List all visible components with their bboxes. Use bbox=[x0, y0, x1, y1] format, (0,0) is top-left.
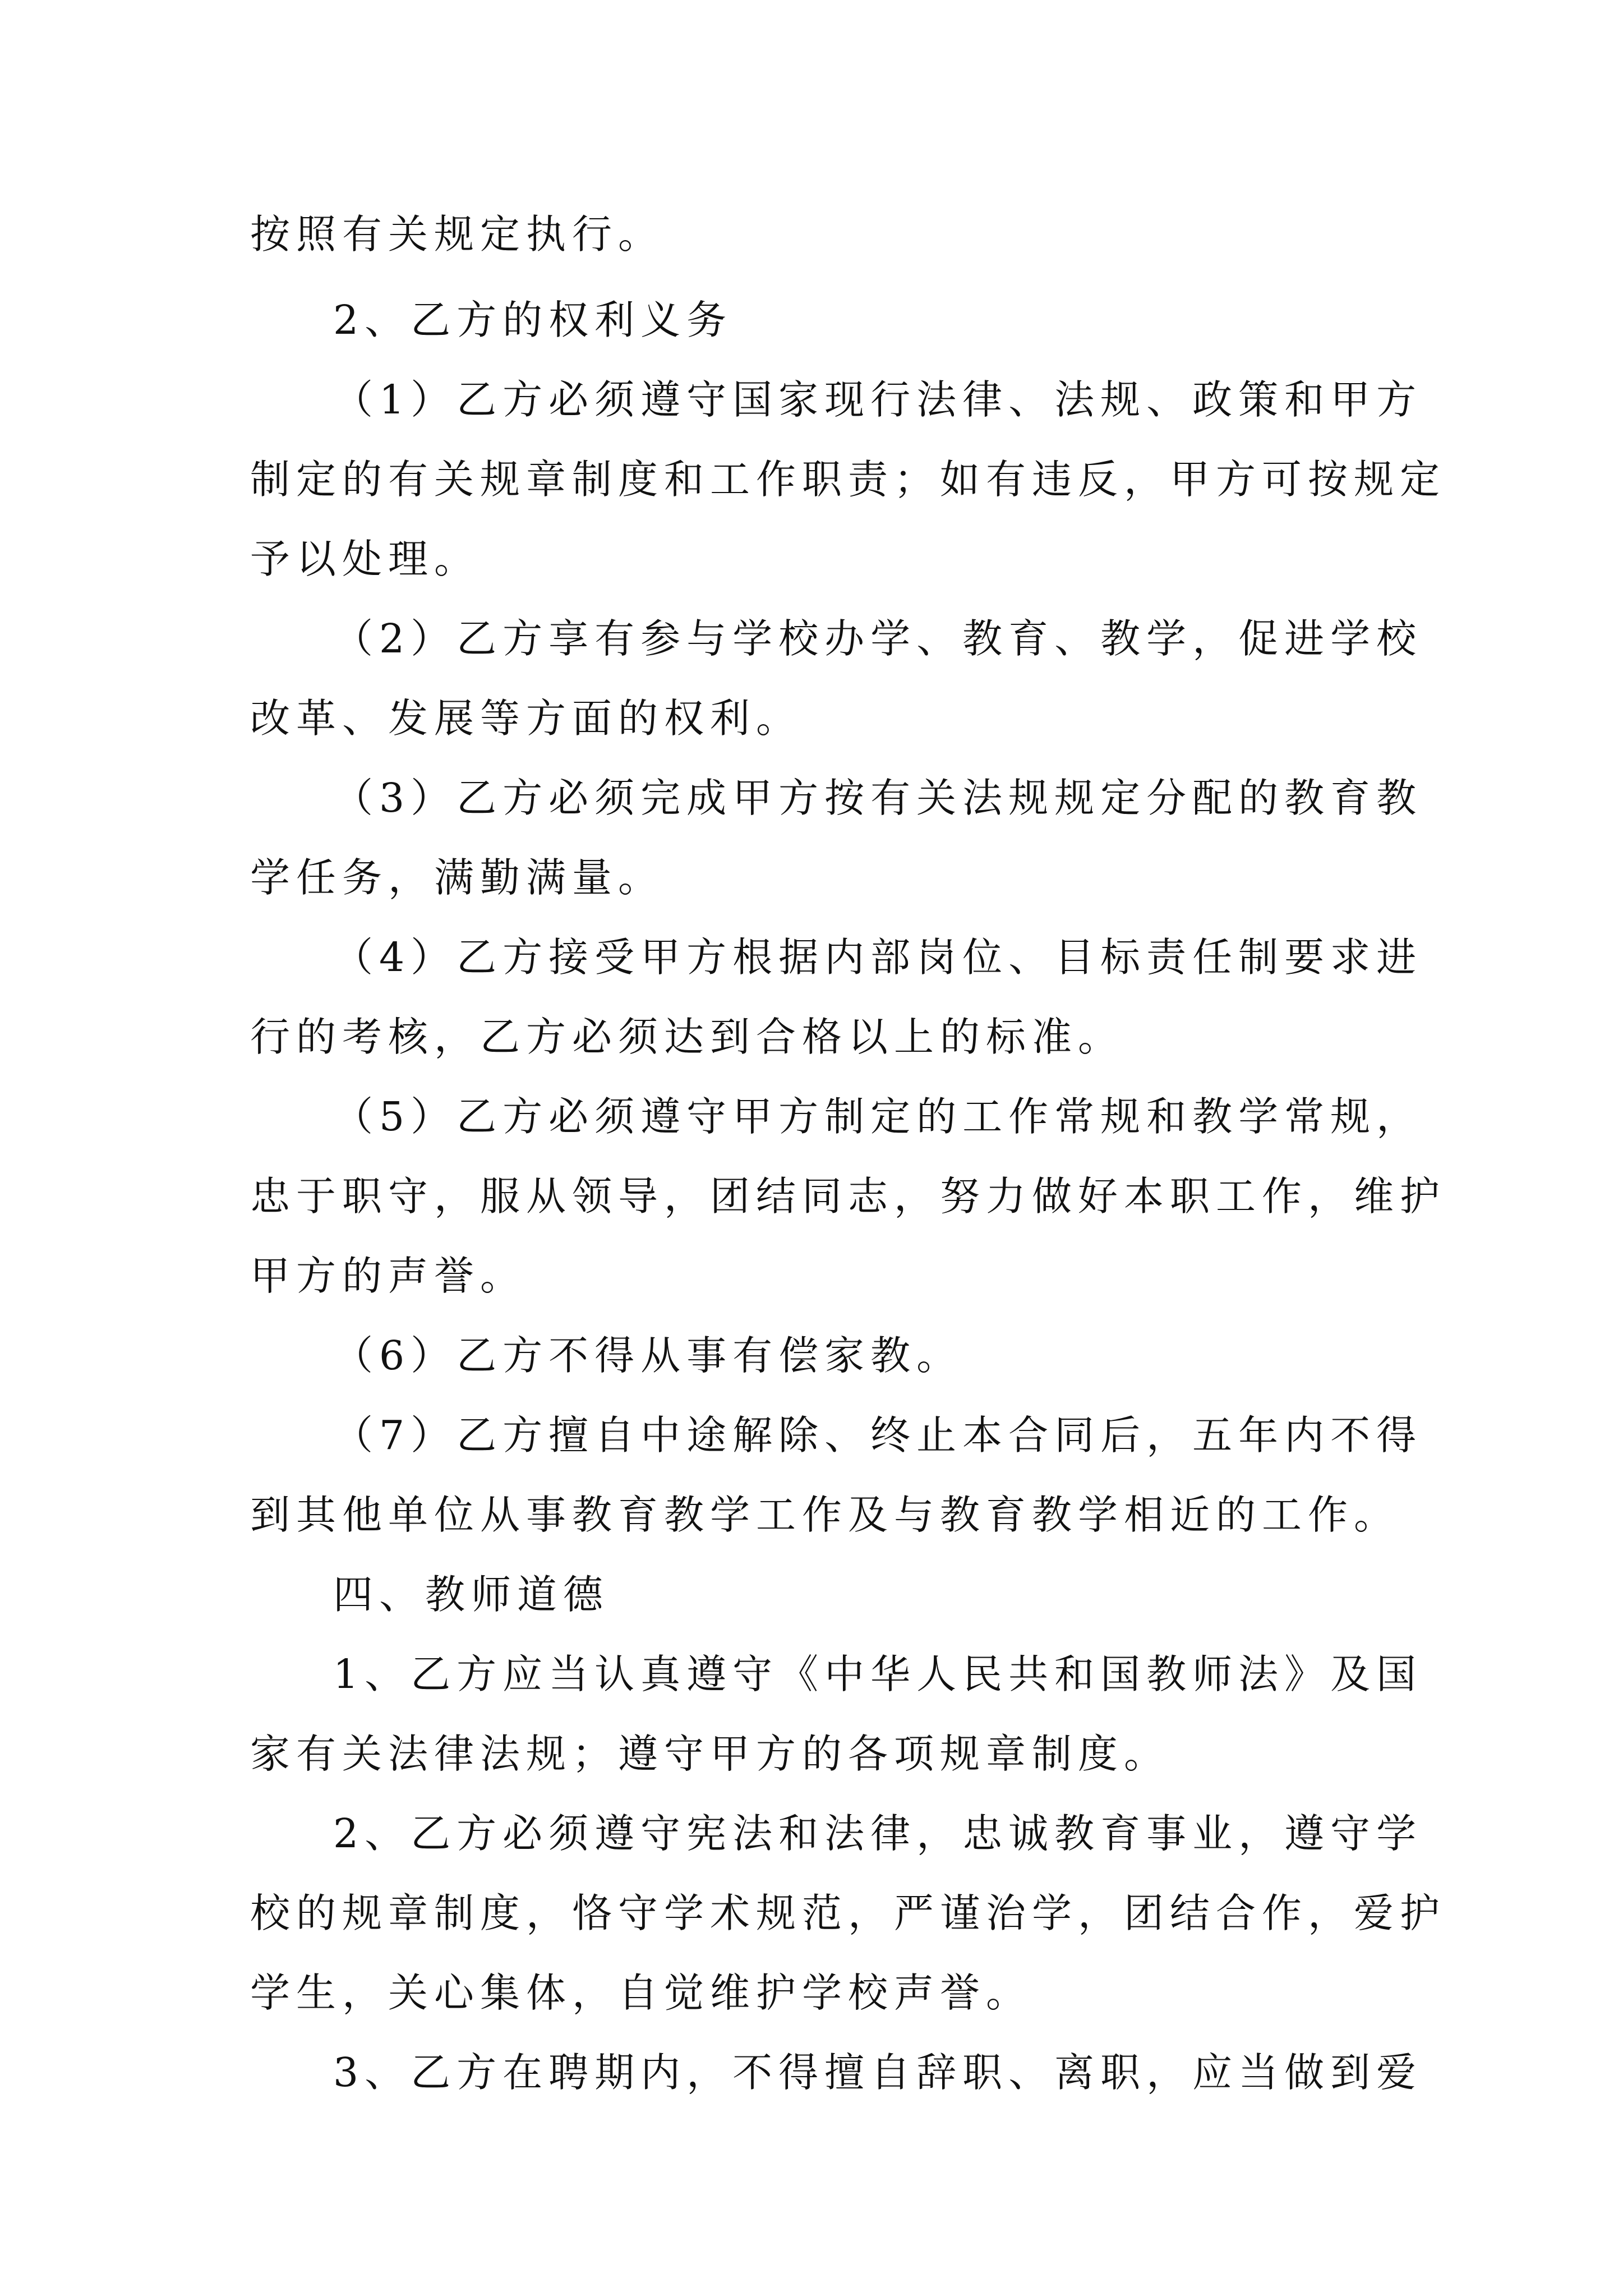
section-heading: 2、乙方的权利义务 bbox=[333, 297, 733, 343]
text-line: （1）乙方必须遵守国家现行法律、法规、政策和甲方 bbox=[333, 376, 1423, 423]
section-heading: 四、教师道德 bbox=[333, 1571, 610, 1618]
text-line: 到其他单位从事教育教学工作及与教育教学相近的工作。 bbox=[250, 1492, 1400, 1538]
text-line: （6）乙方不得从事有偿家教。 bbox=[333, 1332, 963, 1379]
text-line: 制定的有关规章制度和工作职责；如有违反，甲方可按规定 bbox=[250, 456, 1446, 503]
text-line: 2、乙方必须遵守宪法和法律，忠诚教育事业，遵守学 bbox=[333, 1810, 1423, 1857]
text-line: 甲方的声誉。 bbox=[250, 1253, 527, 1299]
text-line: 家有关法律法规；遵守甲方的各项规章制度。 bbox=[250, 1731, 1170, 1777]
text-line: （2）乙方享有参与学校办学、教育、教学，促进学校 bbox=[333, 615, 1423, 662]
text-line: （5）乙方必须遵守甲方制定的工作常规和教学常规， bbox=[333, 1093, 1423, 1140]
text-line: 1、乙方应当认真遵守《中华人民共和国教师法》及国 bbox=[333, 1651, 1423, 1697]
text-line: 按照有关规定执行。 bbox=[250, 211, 665, 257]
text-line: （3）乙方必须完成甲方按有关法规规定分配的教育教 bbox=[333, 775, 1423, 821]
text-line: 改革、发展等方面的权利。 bbox=[250, 695, 803, 742]
text-line: 校的规章制度，恪守学术规范，严谨治学，团结合作，爱护 bbox=[250, 1890, 1446, 1936]
text-line: 忠于职守，服从领导，团结同志，努力做好本职工作，维护 bbox=[250, 1173, 1446, 1220]
text-line: （4）乙方接受甲方根据内部岗位、目标责任制要求进 bbox=[333, 934, 1423, 981]
text-line: 3、乙方在聘期内，不得擅自辞职、离职，应当做到爱 bbox=[333, 2049, 1423, 2096]
text-line: 学任务，满勤满量。 bbox=[250, 854, 665, 901]
text-line: 学生，关心集体，自觉维护学校声誉。 bbox=[250, 1970, 1032, 2016]
text-line: 行的考核，乙方必须达到合格以上的标准。 bbox=[250, 1014, 1124, 1060]
text-line: （7）乙方擅自中途解除、终止本合同后，五年内不得 bbox=[333, 1412, 1423, 1458]
text-line: 予以处理。 bbox=[250, 536, 481, 582]
